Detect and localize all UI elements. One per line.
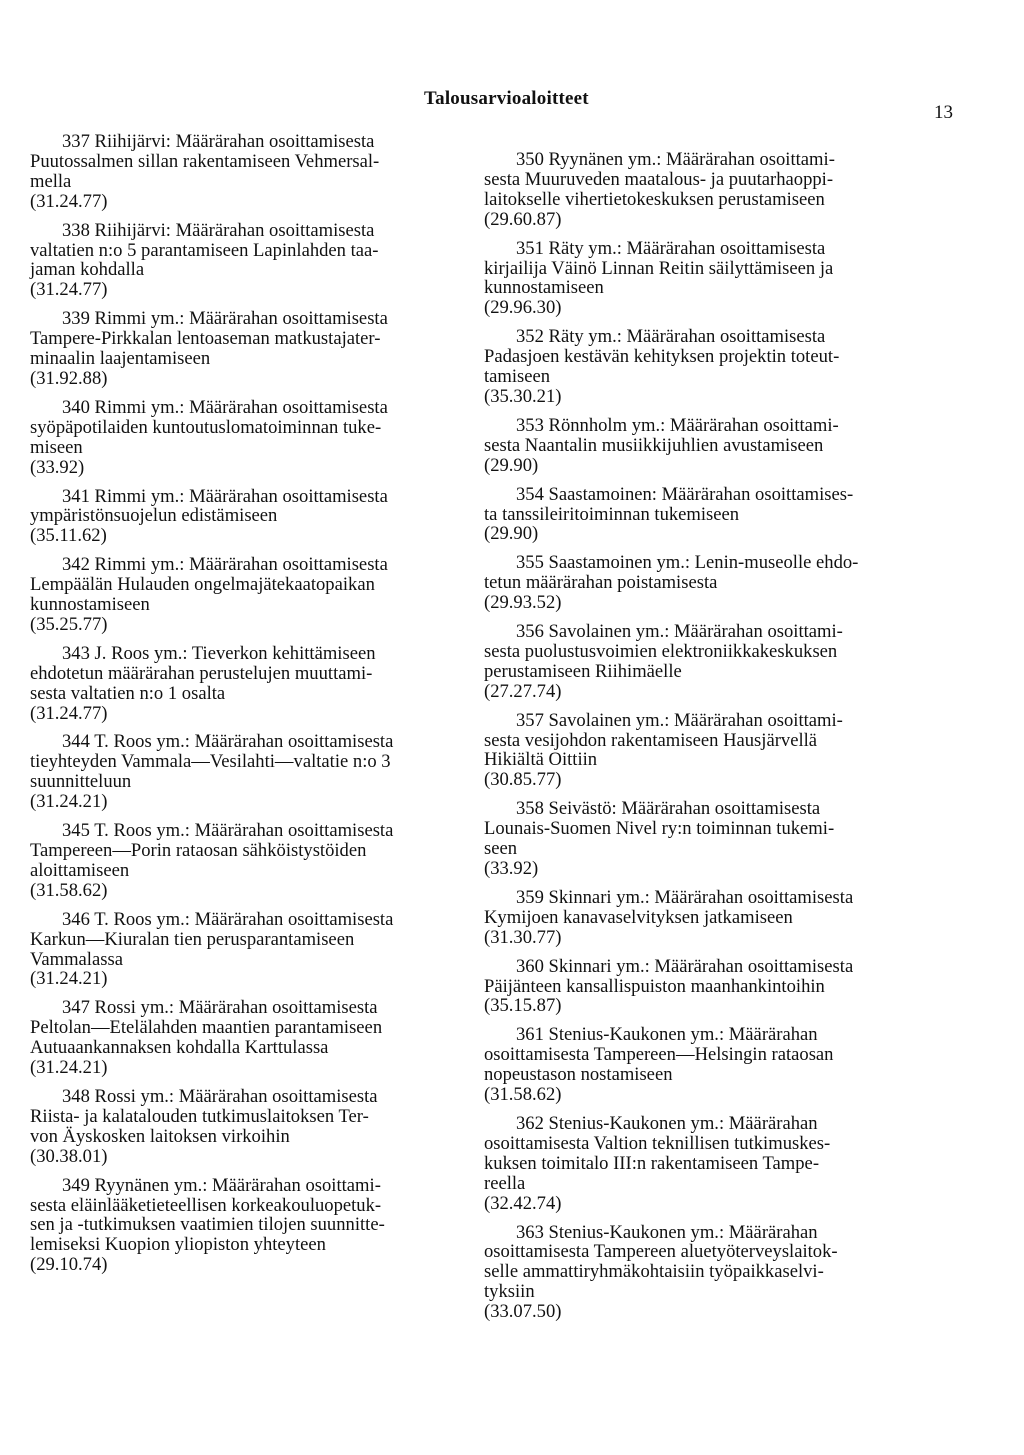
entry-text-line: sesta valtatien n:o 1 osalta: [30, 682, 226, 704]
entry-text-line: Vammalassa: [30, 948, 123, 970]
budget-item-code: (31.24.77): [30, 702, 108, 724]
budget-item-code: (33.07.50): [484, 1301, 562, 1323]
entry-text-line: Autuaankannaksen kohdalla Karttulassa: [30, 1037, 329, 1059]
entry-heading-line: 363 Stenius-Kaukonen ym.: Määrärahan: [516, 1221, 818, 1243]
entry-text-line: ympäristönsuojelun edistämiseen: [30, 505, 278, 527]
budget-motion-entry: [30, 309, 485, 389]
entry-heading-line: 345 T. Roos ym.: Määrärahan osoittamisesta: [62, 820, 394, 842]
page-number: 13: [934, 102, 953, 123]
entry-heading-line: 346 T. Roos ym.: Määrärahan osoittamisesta: [62, 908, 394, 930]
entry-heading-line: 354 Saastamoinen: Määrärahan osoittamises-: [516, 483, 854, 505]
entry-heading-line: 337 Riihijärvi: Määrärahan osoittamisesta: [62, 131, 375, 152]
entry-text-line: Padasjoen kestävän kehityksen projektin toteut-: [484, 346, 840, 368]
entry-text-line: reella: [484, 1172, 526, 1194]
budget-item-code: (29.90): [484, 454, 539, 476]
budget-motion-entry: [30, 1176, 485, 1276]
budget-item-code: (29.96.30): [484, 297, 562, 319]
budget-motion-entry: [484, 957, 939, 1017]
budget-motion-entry: [484, 485, 939, 545]
entry-text-line: syöpäpotilaiden kuntoutuslomatoiminnan tuke-: [30, 416, 382, 438]
entry-text-line: kunnostamiseen: [30, 594, 150, 616]
entry-text-line: Lounais-Suomen Nivel ry:n toiminnan tukemi-: [484, 818, 835, 840]
entry-text-line: sesta vesijohdon rakentamiseen Hausjärvellä: [484, 729, 818, 751]
budget-item-code: (31.58.62): [30, 879, 108, 901]
entry-heading-line: 358 Seivästö: Määrärahan osoittamisesta: [516, 798, 821, 820]
entry-heading-line: 359 Skinnari ym.: Määrärahan osoittamisesta: [516, 886, 854, 908]
budget-item-code: (29.60.87): [484, 208, 562, 230]
budget-item-code: (31.24.21): [30, 968, 108, 990]
entry-text-line: sesta Naantalin musiikkijuhlien avustamiseen: [484, 434, 824, 456]
budget-motion-entry: [484, 553, 939, 613]
left-column: [30, 132, 485, 1284]
budget-motion-entry: [30, 821, 485, 901]
entry-text-line: kuksen toimitalo III:n rakentamiseen Tampe-: [484, 1152, 820, 1174]
entry-heading-line: 348 Rossi ym.: Määrärahan osoittamisesta: [62, 1085, 378, 1107]
budget-motion-entry: [484, 239, 939, 319]
right-column: [484, 150, 939, 1331]
entry-text-line: Tampereen—Porin rataosan sähköistystöiden: [30, 840, 367, 861]
entry-text-line: Hikiältä Oittiin: [484, 749, 598, 771]
entry-text-line: tieyhteyden Vammala—Vesilahti—valtatie n:o 3: [30, 751, 391, 773]
entry-heading-line: 342 Rimmi ym.: Määrärahan osoittamisesta: [62, 554, 388, 576]
entry-heading-line: 361 Stenius-Kaukonen ym.: Määrärahan: [516, 1024, 818, 1046]
entry-text-line: ta tanssileiritoiminnan tukemiseen: [484, 503, 740, 525]
budget-motion-entry: [30, 398, 485, 478]
entry-heading-line: 357 Savolainen ym.: Määrärahan osoittami-: [516, 709, 843, 731]
budget-motion-entry: [484, 1025, 939, 1105]
budget-motion-entry: [30, 221, 485, 301]
budget-item-code: (31.30.77): [484, 926, 562, 948]
entry-heading-line: 339 Rimmi ym.: Määrärahan osoittamisesta: [62, 308, 388, 330]
budget-item-code: (31.24.77): [30, 190, 108, 212]
entry-text-line: osoittamisesta Tampereen aluetyöterveyslaitok-: [484, 1241, 838, 1263]
budget-item-code: (29.93.52): [484, 592, 562, 614]
entry-heading-line: 341 Rimmi ym.: Määrärahan osoittamisesta: [62, 485, 388, 507]
budget-item-code: (35.25.77): [30, 613, 108, 635]
entry-text-line: osoittamisesta Tampereen—Helsingin rataosan: [484, 1044, 834, 1066]
entry-text-line: Päijänteen kansallispuiston maanhankintoihin: [484, 975, 825, 997]
budget-item-code: (31.24.77): [30, 279, 108, 301]
budget-motion-entry: [30, 998, 485, 1078]
entry-text-line: Karkun—Kiuralan tien perusparantamiseen: [30, 928, 355, 950]
budget-item-code: (29.90): [484, 523, 539, 545]
entry-text-line: Kymijoen kanavaselvityksen jatkamiseen: [484, 906, 793, 928]
entry-text-line: sen ja -tutkimuksen vaatimien tilojen suunnitte-: [30, 1214, 385, 1236]
entry-text-line: sesta eläinlääketieteellisen korkeakouluopetuk-: [30, 1194, 382, 1216]
budget-motion-entry: [30, 644, 485, 724]
budget-motion-entry: [484, 416, 939, 476]
entry-text-line: nopeustason nostamiseen: [484, 1064, 673, 1086]
entry-text-line: Lempäälän Hulauden ongelmajätekaatopaikan: [30, 574, 375, 596]
entry-heading-line: 352 Räty ym.: Määrärahan osoittamisesta: [516, 326, 826, 348]
entry-text-line: perustamiseen Riihimäelle: [484, 660, 682, 682]
budget-motion-entry: [484, 1223, 939, 1323]
budget-motion-entry: [30, 910, 485, 990]
entry-heading-line: 344 T. Roos ym.: Määrärahan osoittamisesta: [62, 731, 394, 753]
budget-item-code: (31.24.21): [30, 1057, 108, 1079]
budget-motion-entry: [30, 555, 485, 635]
entry-text-line: kunnostamiseen: [484, 277, 604, 299]
budget-motion-entry: [484, 622, 939, 702]
budget-item-code: (35.15.87): [484, 995, 562, 1017]
page-header: [0, 88, 1024, 123]
entry-heading-line: 350 Ryynänen ym.: Määrärahan osoittami-: [516, 149, 835, 170]
entry-text-line: tamiseen: [484, 366, 551, 388]
entry-text-line: sesta Muuruveden maatalous- ja puutarhaoppi-: [484, 168, 834, 190]
running-header-title: Talousarvioaloitteet: [424, 88, 589, 109]
budget-item-code: (33.92): [30, 456, 85, 478]
budget-motion-entry: [30, 732, 485, 812]
entry-heading-line: 343 J. Roos ym.: Tieverkon kehittämiseen: [62, 642, 376, 664]
entry-text-line: laitokselle vihertietokeskuksen perustamiseen: [484, 188, 825, 210]
budget-item-code: (27.27.74): [484, 680, 562, 702]
budget-motion-entry: [484, 1114, 939, 1214]
budget-motion-entry: [484, 799, 939, 879]
entry-text-line: ehdotetun määrärahan perustelujen muuttami-: [30, 662, 373, 684]
budget-motion-entry: [30, 1087, 485, 1167]
entry-text-line: jaman kohdalla: [30, 259, 145, 281]
entry-text-line: valtatien n:o 5 parantamiseen Lapinlahden taa-: [30, 239, 379, 261]
entry-text-line: minaalin laajentamiseen: [30, 348, 211, 370]
entry-heading-line: 362 Stenius-Kaukonen ym.: Määrärahan: [516, 1112, 818, 1134]
budget-item-code: (31.24.21): [30, 791, 108, 813]
entry-heading-line: 351 Räty ym.: Määrärahan osoittamisesta: [516, 237, 826, 259]
entry-text-line: Peltolan—Etelälahden maantien parantamiseen: [30, 1017, 383, 1039]
entry-text-line: kirjailija Väinö Linnan Reitin säilyttämiseen ja: [484, 257, 834, 279]
budget-motion-entry: [484, 327, 939, 407]
budget-motion-entry: [484, 150, 939, 230]
entry-text-line: Puutossalmen sillan rakentamiseen Vehmersal-: [30, 150, 380, 172]
entry-text-line: suunnitteluun: [30, 771, 132, 793]
budget-motion-entry: [30, 132, 485, 212]
entry-text-line: miseen: [30, 436, 83, 458]
entry-heading-line: 338 Riihijärvi: Määrärahan osoittamisesta: [62, 219, 375, 241]
entry-heading-line: 340 Rimmi ym.: Määrärahan osoittamisesta: [62, 396, 388, 418]
entry-text-line: Riista- ja kalatalouden tutkimuslaitoksen Ter-: [30, 1105, 369, 1127]
entry-text-line: tyksiin: [484, 1281, 535, 1303]
budget-item-code: (35.11.62): [30, 525, 107, 547]
entry-text-line: lemiseksi Kuopion yliopiston yhteyteen: [30, 1234, 326, 1256]
budget-item-code: (30.38.01): [30, 1145, 108, 1167]
budget-motion-entry: [484, 888, 939, 948]
budget-item-code: (31.92.88): [30, 367, 108, 389]
entry-heading-line: 355 Saastamoinen ym.: Lenin-museolle ehdo-: [516, 552, 859, 574]
entry-text-line: selle ammattiryhmäkohtaisiin työpaikkaselvi-: [484, 1261, 824, 1283]
entry-text-line: osoittamisesta Valtion teknillisen tutkimuskes-: [484, 1132, 831, 1154]
entry-heading-line: 353 Rönnholm ym.: Määrärahan osoittami-: [516, 414, 839, 436]
budget-item-code: (32.42.74): [484, 1192, 562, 1214]
budget-item-code: (30.85.77): [484, 769, 562, 791]
entry-heading-line: 360 Skinnari ym.: Määrärahan osoittamisesta: [516, 955, 854, 977]
entry-text-line: Tampere-Pirkkalan lentoaseman matkustajater-: [30, 328, 381, 350]
entry-text-line: von Äyskosken laitoksen virkoihin: [30, 1125, 290, 1147]
entry-heading-line: 356 Savolainen ym.: Määrärahan osoittami-: [516, 621, 843, 643]
entry-heading-line: 347 Rossi ym.: Määrärahan osoittamisesta: [62, 997, 378, 1019]
budget-item-code: (31.58.62): [484, 1084, 562, 1106]
entry-heading-line: 349 Ryynänen ym.: Määrärahan osoittami-: [62, 1174, 381, 1196]
entry-text-line: aloittamiseen: [30, 859, 130, 881]
budget-motion-entry: [30, 487, 485, 547]
entry-text-line: seen: [484, 838, 518, 860]
entry-text-line: tetun määrärahan poistamisesta: [484, 572, 718, 594]
entry-text-line: mella: [30, 170, 72, 192]
budget-item-code: (33.92): [484, 858, 539, 879]
budget-item-code: (35.30.21): [484, 385, 562, 407]
budget-motion-entry: [484, 711, 939, 791]
budget-item-code: (29.10.74): [30, 1254, 108, 1276]
entry-text-line: sesta puolustusvoimien elektroniikkakeskuksen: [484, 640, 838, 662]
